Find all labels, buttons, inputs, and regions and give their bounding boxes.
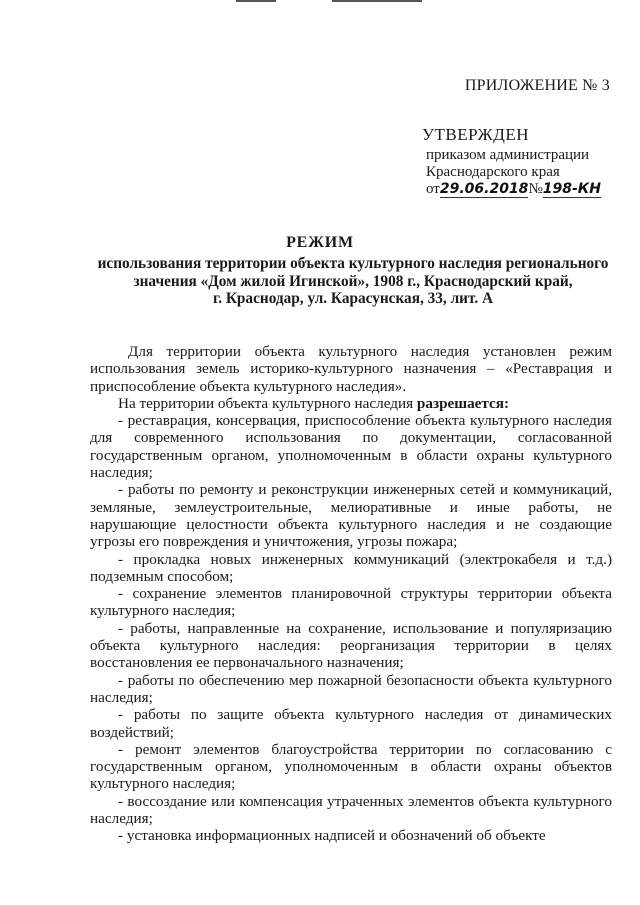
approval-heading: УТВЕРЖДЕН [422,125,529,144]
document-subtitle [92,255,614,308]
appendix-label: ПРИЛОЖЕНИЕ № 3 [464,77,610,94]
approval-line: приказом администрации [426,147,590,163]
list-item: - работы по защите объекта культурного наследия от динамических воздействий; [90,706,612,741]
list-item: - ремонт элементов благоустройства территории по согласованию с государственным органом, уполномоченным в области охраны объектов культурного наследия; [90,740,612,793]
list-item: - реставрация, консервация, приспособление объекта культурного наследия для современного использования по документации, согласованной государственным органом, уполномоченным в области охраны культурного наследия; [90,412,612,482]
intro-paragraph: Для территории объекта культурного наследия установлен режим использования земель историко-культурного назначения – «Реставрация и приспособление объекта культурного наследия». [90,343,612,395]
scan-artifact [236,0,276,2]
list-item: - сохранение элементов планировочной структуры территории объекта культурного наследия; [90,585,612,620]
permitted-prefix: На территории объекта культурного наследия [118,394,414,412]
permitted-bold: разрешается: [416,394,510,412]
approval-line: Краснодарского края [426,164,560,180]
document-body [90,343,612,845]
scan-artifact [332,0,422,2]
list-item: - прокладка новых инженерных коммуникаций (электрокабеля и т.д.) подземным способом; [90,550,612,585]
document-title: РЕЖИМ [286,234,354,251]
approval-block [422,123,601,198]
list-item: - установка информационных надписей и обозначений об объекте [118,827,546,845]
subtitle-line: использования территории объекта культурного наследия регионального [97,255,609,272]
subtitle-line: г. Краснодар, ул. Карасунская, 33, лит. А [212,290,494,307]
list-item: - работы, направленные на сохранение, использование и популяризацию объекта культурного наследия: реорганизация территории в целях восстановления ее первоначального назначения; [90,619,612,672]
subtitle-line: значения «Дом жилой Игинской», 1908 г., Краснодарский край, [133,272,573,290]
handwritten-number: 198-КН [542,181,601,197]
number-label: № [528,181,543,197]
handwritten-date: 29.06.2018 [439,181,529,197]
list-item: - работы по обеспечению мер пожарной безопасности объекта культурного наследия; [90,671,612,706]
list-item: - работы по ремонту и реконструкции инженерных сетей и коммуникаций, земляные, землеустроительные, мелиоративные и иные работы, не нарушающие целостности объекта культурного наследия и не создающие угрозы его повреждения и уничтожения, угрозы пожара; [90,481,612,551]
permitted-heading [90,395,612,412]
approval-signature-line [426,181,601,198]
from-label: от [426,181,440,197]
list-item: - воссоздание или компенсация утраченных элементов объекта культурного наследия; [90,792,612,828]
